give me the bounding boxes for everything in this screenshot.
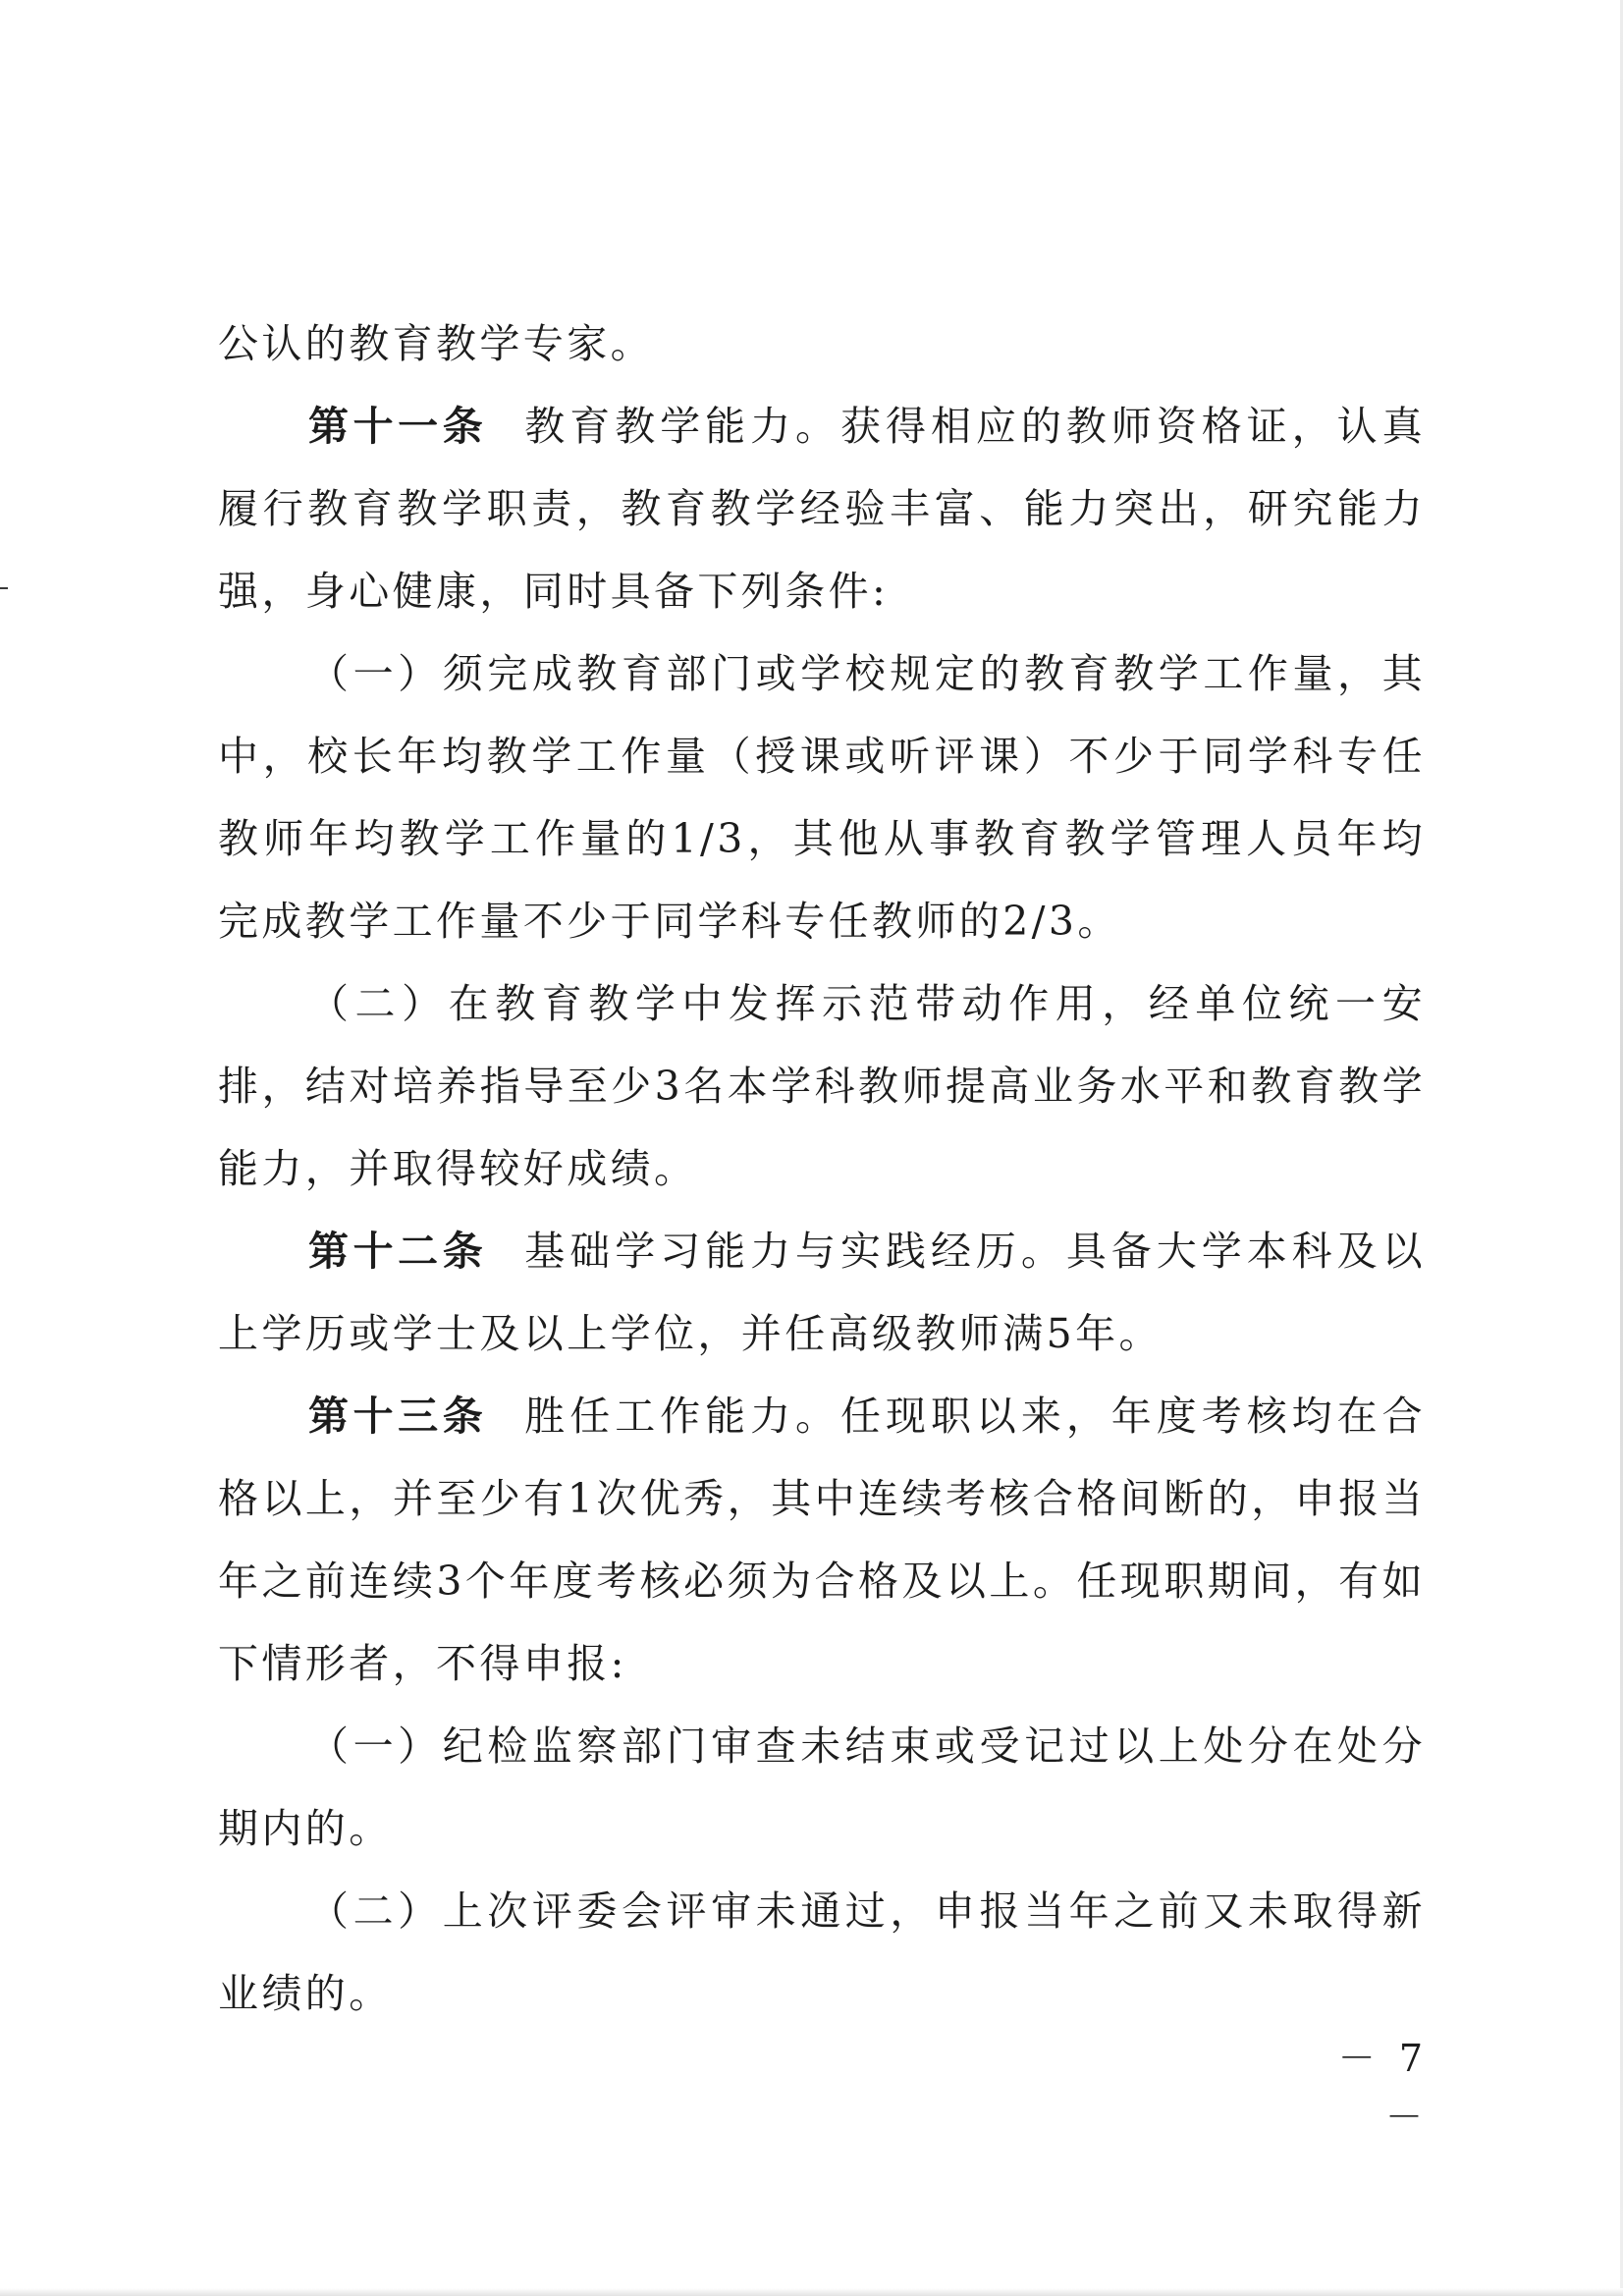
- article-title: 第十二条: [308, 1228, 488, 1275]
- page-number: － 7 －: [1337, 2037, 1429, 2139]
- paragraph-text: 公认的教育教学专家。: [218, 320, 654, 367]
- document-body: [218, 302, 1426, 2035]
- paragraph-article-12: [218, 1210, 1426, 1375]
- paragraph-text: 胜任工作能力。任现职以来，年度考核均在合格以上，并至少有1次优秀，其中连续考核合格间断的，申报当年之前连续3个年度考核必须为合格及以上。任现职期间，有如下情形者，不得申报:: [218, 1393, 1427, 1687]
- paragraph-item-11-2: [218, 962, 1426, 1210]
- paragraph-article-13: [218, 1375, 1426, 1705]
- paragraph-article-11: [218, 385, 1426, 632]
- paragraph-item-13-2: [218, 1870, 1426, 2035]
- scan-edge-bottom: [0, 2288, 1623, 2296]
- article-title: 第十一条: [308, 403, 488, 450]
- paragraph-text: （一）纪检监察部门审查未结束或受记过以上处分在处分期内的。: [218, 1722, 1426, 1852]
- paragraph-continuation: [218, 302, 1426, 385]
- paragraph-item-11-1: [218, 632, 1426, 962]
- scan-edge-mark: [0, 587, 8, 589]
- article-title: 第十三条: [308, 1393, 488, 1440]
- paragraph-text: （一）须完成教育部门或学校规定的教育教学工作量，其中，校长年均教学工作量（授课或听评课）不少于同学科专任教师年均教学工作量的1/3，其他从事教育教学管理人员年均完成教学工作量不少于同学科专任教师的2/3。: [218, 650, 1426, 945]
- paragraph-item-13-1: [218, 1705, 1426, 1870]
- paragraph-text: 基础学习能力与实践经历。具备大学本科及以上学历或学士及以上学位，并任高级教师满5年。: [218, 1228, 1427, 1357]
- paragraph-text: （二）上次评委会评审未通过，申报当年之前又未取得新业绩的。: [218, 1887, 1426, 2017]
- paragraph-text: （二）在教育教学中发挥示范带动作用，经单位统一安排，结对培养指导至少3名本学科教师提高业务水平和教育教学能力，并取得较好成绩。: [218, 980, 1426, 1192]
- paragraph-text: 教育教学能力。获得相应的教师资格证，认真履行教育教学职责，教育教学经验丰富、能力突出，研究能力强，身心健康，同时具备下列条件:: [218, 403, 1427, 615]
